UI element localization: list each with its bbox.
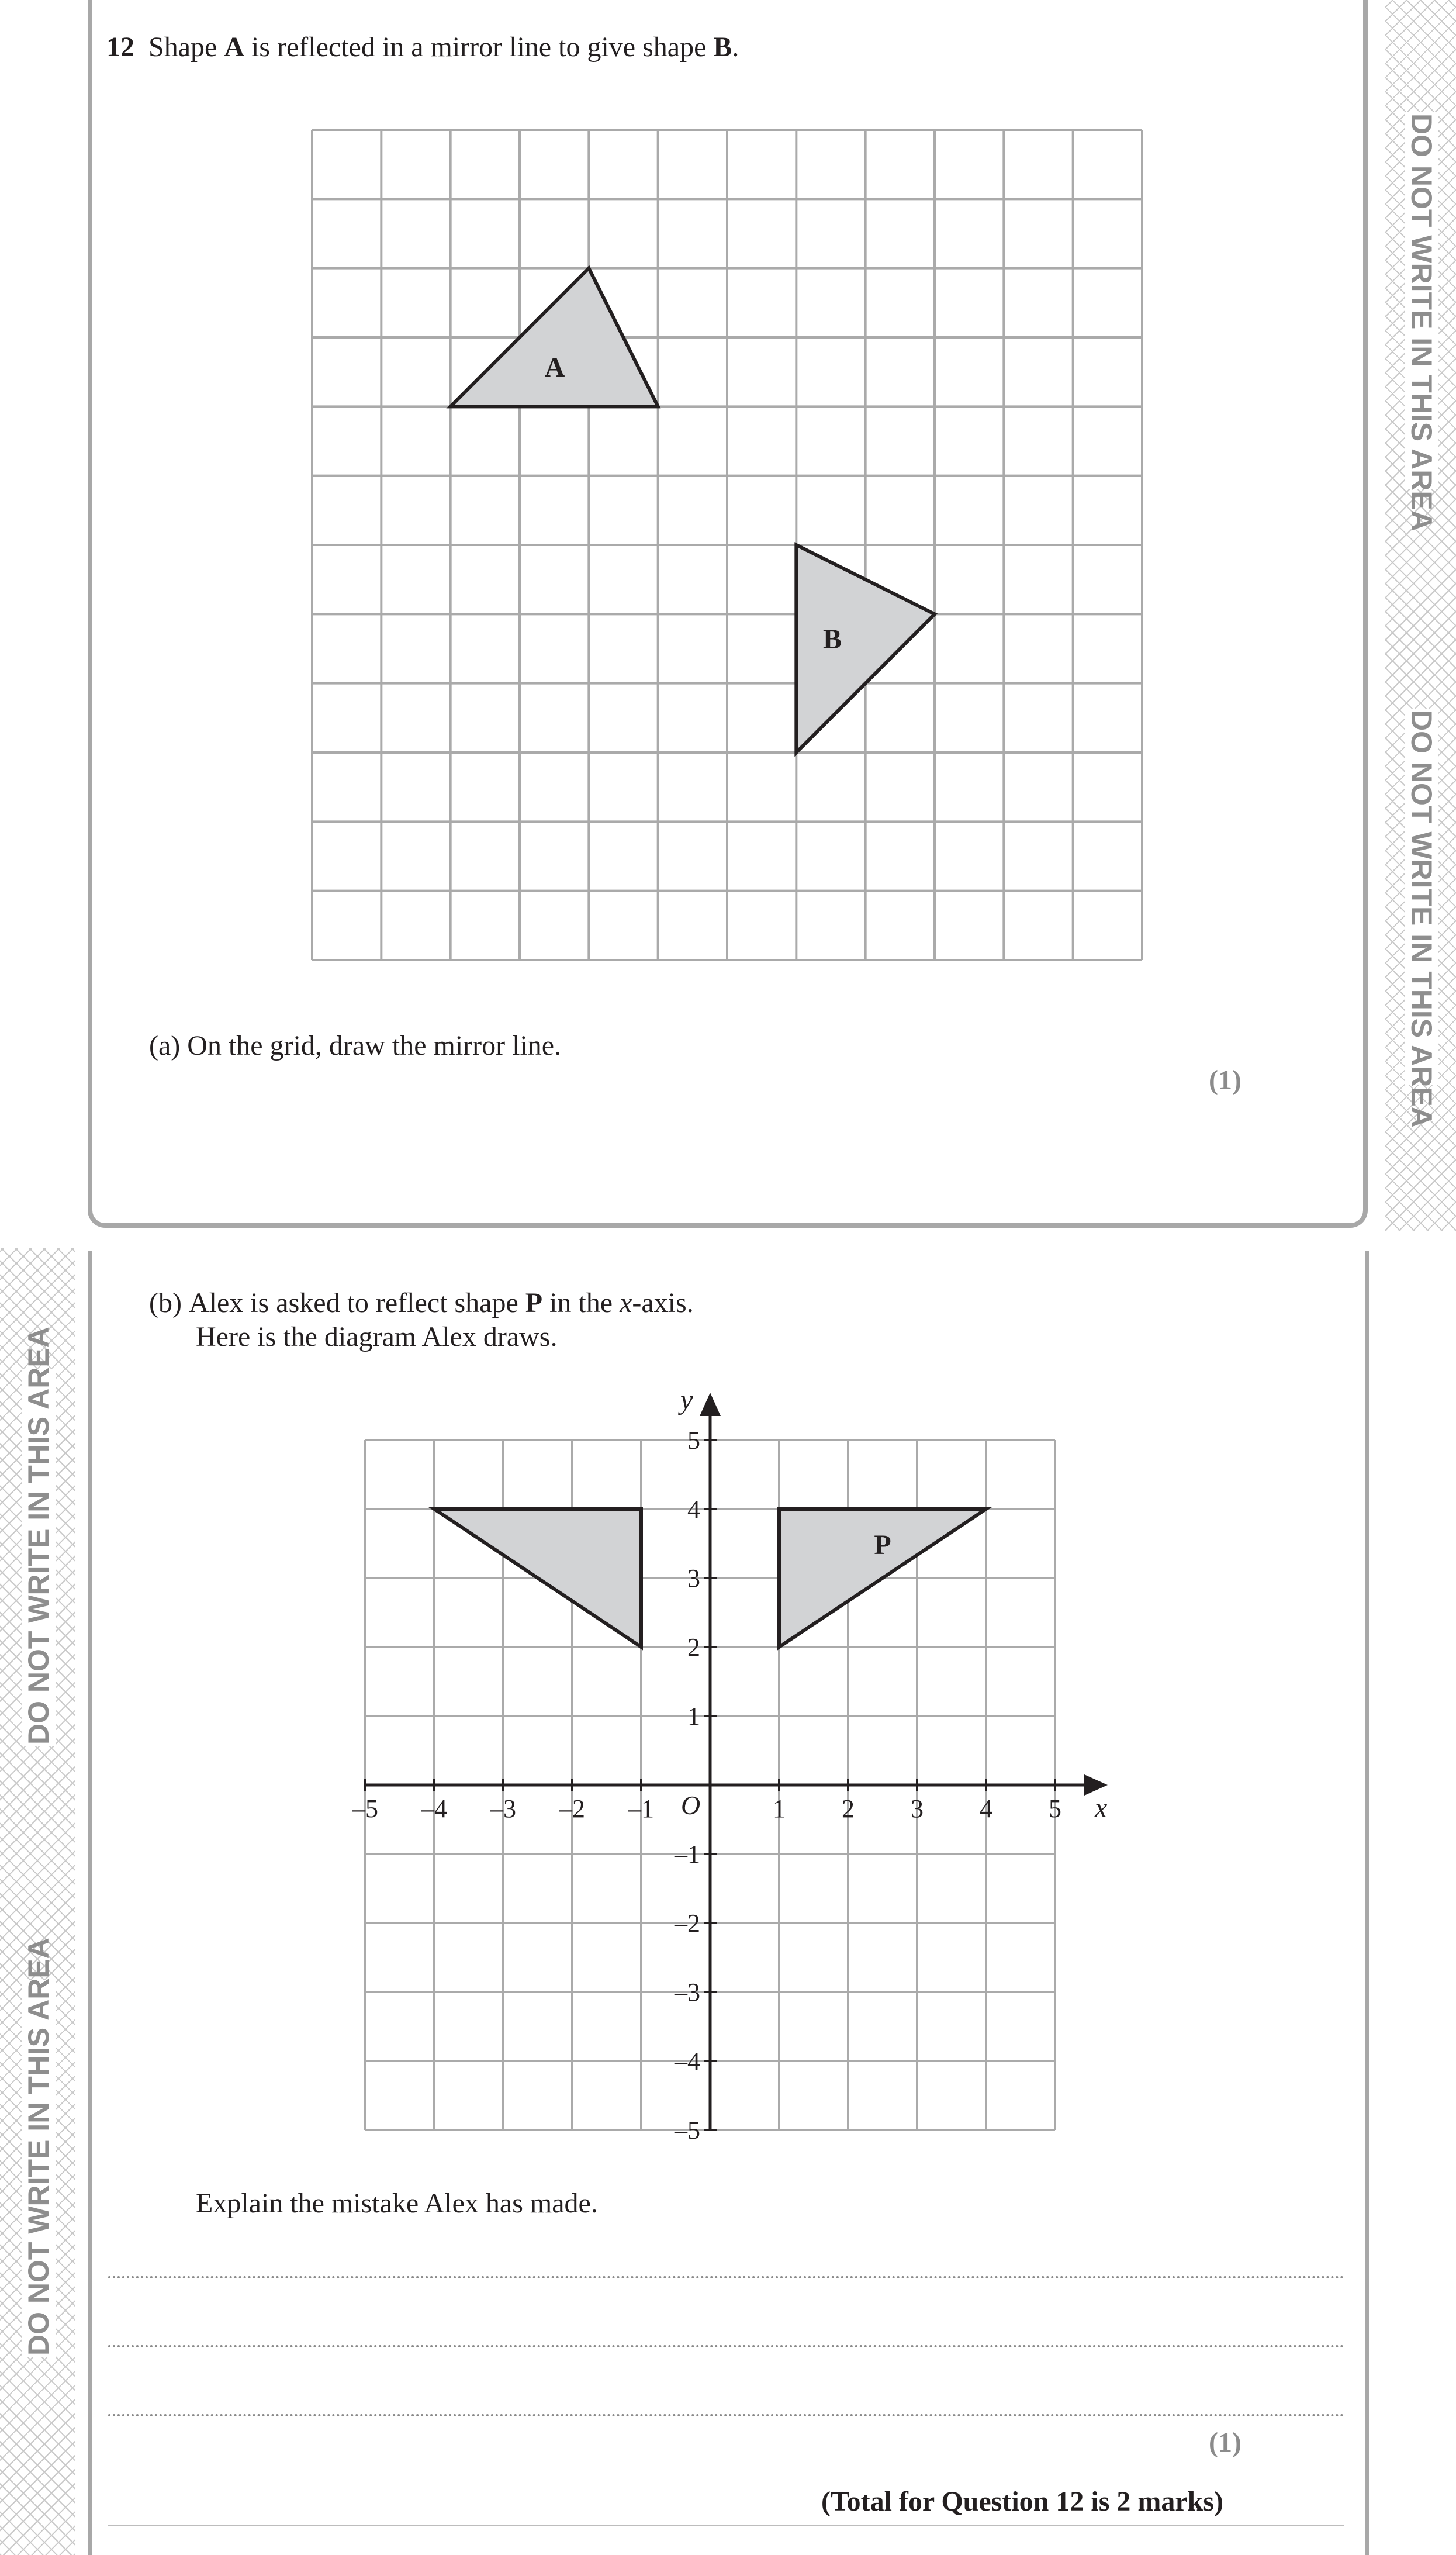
part-a-prompt bbox=[149, 1029, 561, 1063]
part-b-label: (b) bbox=[149, 1287, 182, 1318]
y-tick-label: 3 bbox=[687, 1564, 700, 1593]
margin-notice-top-2: DO NOT WRITE IN THIS AREA bbox=[1405, 710, 1438, 1128]
x-tick-labels bbox=[352, 1794, 1061, 1823]
question-total: (Total for Question 12 is 2 marks) bbox=[821, 2486, 1224, 2517]
x-tick-label: 2 bbox=[842, 1794, 855, 1823]
x-tick-label: –1 bbox=[628, 1794, 654, 1823]
reflection-grid[interactable] bbox=[312, 130, 1154, 972]
part-b-prompt-line2: Here is the diagram Alex draws. bbox=[196, 1321, 558, 1352]
y-axis-arrow bbox=[700, 1393, 721, 1416]
x-axis-label: x bbox=[1095, 1793, 1108, 1824]
axes bbox=[365, 1393, 1108, 2130]
x-tick-label: –3 bbox=[490, 1794, 516, 1823]
answer-line[interactable] bbox=[108, 2276, 1344, 2278]
part-a-marks: (1) bbox=[1209, 1065, 1241, 1096]
y-tick-label: –5 bbox=[675, 2116, 700, 2145]
shape-b-label: B bbox=[822, 624, 842, 655]
x-tick-label: 3 bbox=[911, 1794, 924, 1823]
margin-notice-top-1: DO NOT WRITE IN THIS AREA bbox=[1405, 113, 1438, 531]
y-tick-label: 4 bbox=[687, 1495, 700, 1524]
y-tick-label: 5 bbox=[687, 1426, 700, 1455]
y-tick-label: –1 bbox=[675, 1840, 700, 1869]
part-b-explain-prompt: Explain the mistake Alex has made. bbox=[196, 2188, 598, 2219]
y-tick-label: –2 bbox=[675, 1909, 700, 1938]
y-tick-label: 1 bbox=[687, 1702, 700, 1731]
shape-p-label: P bbox=[874, 1529, 891, 1560]
y-tick-label: –4 bbox=[675, 2047, 700, 2076]
part-a-text: On the grid, draw the mirror line. bbox=[187, 1030, 562, 1061]
part-b-marks: (1) bbox=[1209, 2427, 1241, 2458]
coordinate-grid bbox=[339, 1380, 1216, 2145]
x-tick-label: 5 bbox=[1049, 1794, 1061, 1823]
x-tick-label: –4 bbox=[421, 1794, 447, 1823]
bottom-rule bbox=[108, 2525, 1344, 2526]
answer-line[interactable] bbox=[108, 2414, 1344, 2416]
x-tick-label: –2 bbox=[559, 1794, 585, 1823]
margin-notice-bottom-1: DO NOT WRITE IN THIS AREA bbox=[22, 1327, 55, 1745]
question-number: 12 bbox=[106, 32, 134, 63]
question-frame-left-edge bbox=[88, 1251, 92, 2555]
margin-notice-bottom-2: DO NOT WRITE IN THIS AREA bbox=[22, 1938, 55, 2356]
shape-a-label: A bbox=[544, 352, 565, 383]
y-tick-label: –3 bbox=[675, 1978, 700, 2007]
answer-line[interactable] bbox=[108, 2345, 1344, 2347]
x-tick-label: 4 bbox=[980, 1794, 992, 1823]
question-stem: 12 Shape A is reflected in a mirror line to give shape B. bbox=[106, 32, 739, 63]
part-b-prompt-line1: (b) Alex is asked to reflect shape P in the x-axis. bbox=[149, 1287, 694, 1318]
y-axis-label: y bbox=[680, 1384, 693, 1415]
part-a-label: (a) bbox=[149, 1030, 181, 1061]
x-tick-label: 1 bbox=[773, 1794, 786, 1823]
y-tick-label: 2 bbox=[687, 1633, 700, 1662]
question-frame-right-edge bbox=[1365, 1251, 1369, 2555]
grid-lines bbox=[312, 130, 1142, 960]
origin-label: O bbox=[681, 1790, 701, 1820]
x-tick-label: –5 bbox=[352, 1794, 378, 1823]
